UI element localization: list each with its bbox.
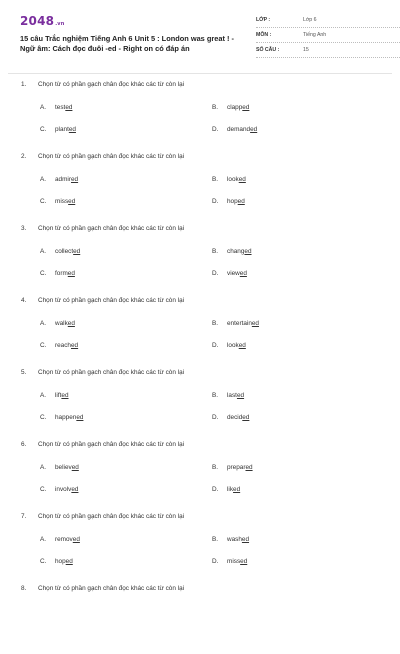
question-number: 1. [21, 81, 27, 88]
question-prompt [21, 369, 184, 376]
header-divider [8, 73, 392, 74]
question-number: 4. [21, 297, 27, 304]
question-prompt [21, 297, 184, 304]
option-underlined-suffix: ed [238, 176, 246, 183]
option-underlined-suffix: ed [61, 392, 69, 399]
question-text: Chọn từ có phần gạch chân đọc khác các từ còn lại [38, 81, 185, 88]
option-word-stem: demand [227, 126, 251, 133]
answer-option[interactable] [40, 414, 83, 421]
question-text: Chọn từ có phần gạch chân đọc khác các từ còn lại [38, 513, 185, 520]
meta-row-subject [256, 29, 400, 43]
option-word-stem: view [227, 270, 240, 277]
option-letter: A. [40, 536, 47, 543]
question-number: 7. [21, 513, 27, 520]
option-word-stem: lift [55, 392, 62, 399]
answer-option[interactable] [212, 558, 247, 565]
question-item [0, 150, 400, 222]
meta-value: Lớp 6 [303, 17, 317, 23]
meta-key: LỚP : [256, 17, 271, 23]
option-letter: C. [40, 126, 47, 133]
question-item [0, 510, 400, 582]
question-text: Chọn từ có phần gạch chân đọc khác các từ còn lại [38, 225, 185, 232]
option-underlined-suffix: ed [67, 270, 75, 277]
option-word-stem: involv [55, 486, 72, 493]
option-letter: D. [212, 126, 219, 133]
answer-option[interactable] [40, 320, 75, 327]
option-word-stem: lik [227, 486, 234, 493]
answer-option[interactable] [40, 104, 72, 111]
answer-option[interactable] [212, 392, 244, 399]
option-underlined-suffix: ed [68, 126, 76, 133]
option-word-stem: miss [55, 198, 69, 205]
answer-option[interactable] [40, 392, 69, 399]
option-underlined-suffix: ed [250, 126, 258, 133]
option-underlined-suffix: ed [70, 176, 79, 183]
option-underlined-suffix: ed [241, 536, 250, 543]
meta-row-count [256, 44, 400, 58]
question-item [0, 366, 400, 438]
option-underlined-suffix: ed [76, 414, 84, 421]
answer-option[interactable] [212, 536, 249, 543]
logo-text: 2048 [20, 14, 55, 28]
meta-row-class [256, 14, 400, 28]
option-letter: C. [40, 486, 47, 493]
answer-option[interactable] [40, 270, 75, 277]
answer-option[interactable] [212, 104, 249, 111]
question-item [0, 438, 400, 510]
option-word-stem: plant [55, 126, 69, 133]
answer-option[interactable] [40, 342, 78, 349]
question-number: 6. [21, 441, 27, 448]
answer-option[interactable] [40, 536, 80, 543]
answer-option[interactable] [212, 270, 247, 277]
question-item [0, 582, 400, 654]
question-list [0, 78, 400, 654]
meta-info [256, 14, 400, 59]
answer-option[interactable] [40, 176, 78, 183]
question-number: 5. [21, 369, 27, 376]
question-text: Chọn từ có phần gạch chân đọc khác các từ còn lại [38, 297, 185, 304]
page-header [20, 14, 380, 64]
option-underlined-suffix: ed [236, 392, 245, 399]
answer-option[interactable] [212, 126, 257, 133]
option-letter: B. [212, 536, 219, 543]
option-word-stem: walk [55, 320, 68, 327]
meta-key: SỐ CÂU : [256, 47, 280, 53]
answer-option[interactable] [212, 248, 252, 255]
question-item [0, 78, 400, 150]
option-underlined-suffix: ed [244, 248, 252, 255]
option-letter: C. [40, 558, 47, 565]
question-prompt [21, 513, 184, 520]
question-number: 8. [21, 585, 27, 592]
option-word-stem: wash [227, 536, 242, 543]
answer-option[interactable] [40, 198, 75, 205]
option-letter: C. [40, 414, 47, 421]
option-word-stem: reach [55, 342, 71, 349]
question-prompt [21, 225, 184, 232]
option-underlined-suffix: ed [242, 104, 250, 111]
option-letter: B. [212, 104, 219, 111]
option-word-stem: form [55, 270, 68, 277]
option-word-stem: prepar [227, 464, 246, 471]
option-letter: D. [212, 558, 219, 565]
meta-value: 15 [303, 47, 309, 53]
option-word-stem: last [227, 392, 237, 399]
question-text: Chọn từ có phần gạch chân đọc khác các từ còn lại [38, 441, 185, 448]
option-letter: D. [212, 198, 219, 205]
option-word-stem: hop [55, 558, 66, 565]
option-letter: B. [212, 320, 219, 327]
site-logo[interactable] [20, 14, 65, 28]
option-underlined-suffix: ed [251, 320, 259, 327]
answer-option[interactable] [40, 558, 73, 565]
option-letter: B. [212, 248, 219, 255]
option-letter: B. [212, 464, 219, 471]
option-underlined-suffix: ed [68, 198, 76, 205]
option-word-stem: remov [55, 536, 73, 543]
question-text: Chọn từ có phần gạch chân đọc khác các từ còn lại [38, 585, 185, 592]
question-prompt [21, 441, 184, 448]
option-word-stem: admir [55, 176, 71, 183]
option-word-stem: chang [227, 248, 245, 255]
option-underlined-suffix: ed [238, 342, 246, 349]
option-word-stem: happen [55, 414, 77, 421]
option-underlined-suffix: ed [71, 464, 79, 471]
option-underlined-suffix: ed [67, 320, 75, 327]
option-word-stem: look [227, 176, 239, 183]
option-word-stem: miss [227, 558, 241, 565]
option-word-stem: collect [55, 248, 74, 255]
option-word-stem: clapp [227, 104, 243, 111]
option-letter: D. [212, 486, 219, 493]
answer-option[interactable] [212, 414, 249, 421]
answer-option[interactable] [212, 176, 246, 183]
answer-option[interactable] [212, 198, 245, 205]
option-letter: B. [212, 176, 219, 183]
answer-option[interactable] [212, 320, 259, 327]
option-letter: A. [40, 248, 47, 255]
answer-option[interactable] [212, 464, 253, 471]
option-word-stem: hop [227, 198, 238, 205]
option-word-stem: test [55, 104, 66, 111]
option-word-stem: believ [55, 464, 72, 471]
question-item [0, 222, 400, 294]
question-prompt [21, 153, 184, 160]
option-letter: C. [40, 342, 47, 349]
option-letter: A. [40, 176, 47, 183]
question-number: 2. [21, 153, 27, 160]
option-letter: B. [212, 392, 219, 399]
option-underlined-suffix: ed [73, 248, 81, 255]
option-underlined-suffix: ed [237, 198, 245, 205]
option-underlined-suffix: ed [72, 536, 80, 543]
question-text: Chọn từ có phần gạch chân đọc khác các từ còn lại [38, 369, 185, 376]
logo-suffix: .vn [55, 21, 65, 27]
option-letter: A. [40, 392, 47, 399]
question-prompt [21, 81, 184, 88]
option-letter: A. [40, 320, 47, 327]
answer-option[interactable] [40, 486, 78, 493]
option-underlined-suffix: ed [239, 270, 247, 277]
answer-option[interactable] [212, 342, 246, 349]
option-underlined-suffix: ed [71, 486, 79, 493]
option-underlined-suffix: ed [65, 104, 73, 111]
answer-option[interactable] [40, 248, 80, 255]
option-letter: A. [40, 464, 47, 471]
option-letter: D. [212, 270, 219, 277]
meta-value: Tiếng Anh [303, 32, 327, 38]
option-word-stem: look [227, 342, 239, 349]
option-letter: D. [212, 342, 219, 349]
option-underlined-suffix: ed [71, 342, 79, 349]
option-letter: C. [40, 270, 47, 277]
option-letter: A. [40, 104, 47, 111]
option-letter: C. [40, 198, 47, 205]
option-underlined-suffix: ed [242, 414, 250, 421]
option-underlined-suffix: ed [245, 464, 253, 471]
option-underlined-suffix: ed [233, 486, 241, 493]
page-title: 15 câu Trắc nghiệm Tiếng Anh 6 Unit 5 : London was great ! - Ngữ âm: Cách đọc đuôi -ed - Right on có đáp án [20, 34, 234, 53]
question-prompt [21, 585, 184, 592]
answer-option[interactable] [212, 486, 240, 493]
question-number: 3. [21, 225, 27, 232]
option-underlined-suffix: ed [65, 558, 73, 565]
answer-option[interactable] [40, 464, 79, 471]
question-text: Chọn từ có phần gạch chân đọc khác các từ còn lại [38, 153, 185, 160]
option-underlined-suffix: ed [240, 558, 248, 565]
question-item [0, 294, 400, 366]
option-word-stem: entertain [227, 320, 252, 327]
option-letter: D. [212, 414, 219, 421]
answer-option[interactable] [40, 126, 76, 133]
meta-key: MÔN : [256, 32, 272, 38]
option-word-stem: decid [227, 414, 243, 421]
